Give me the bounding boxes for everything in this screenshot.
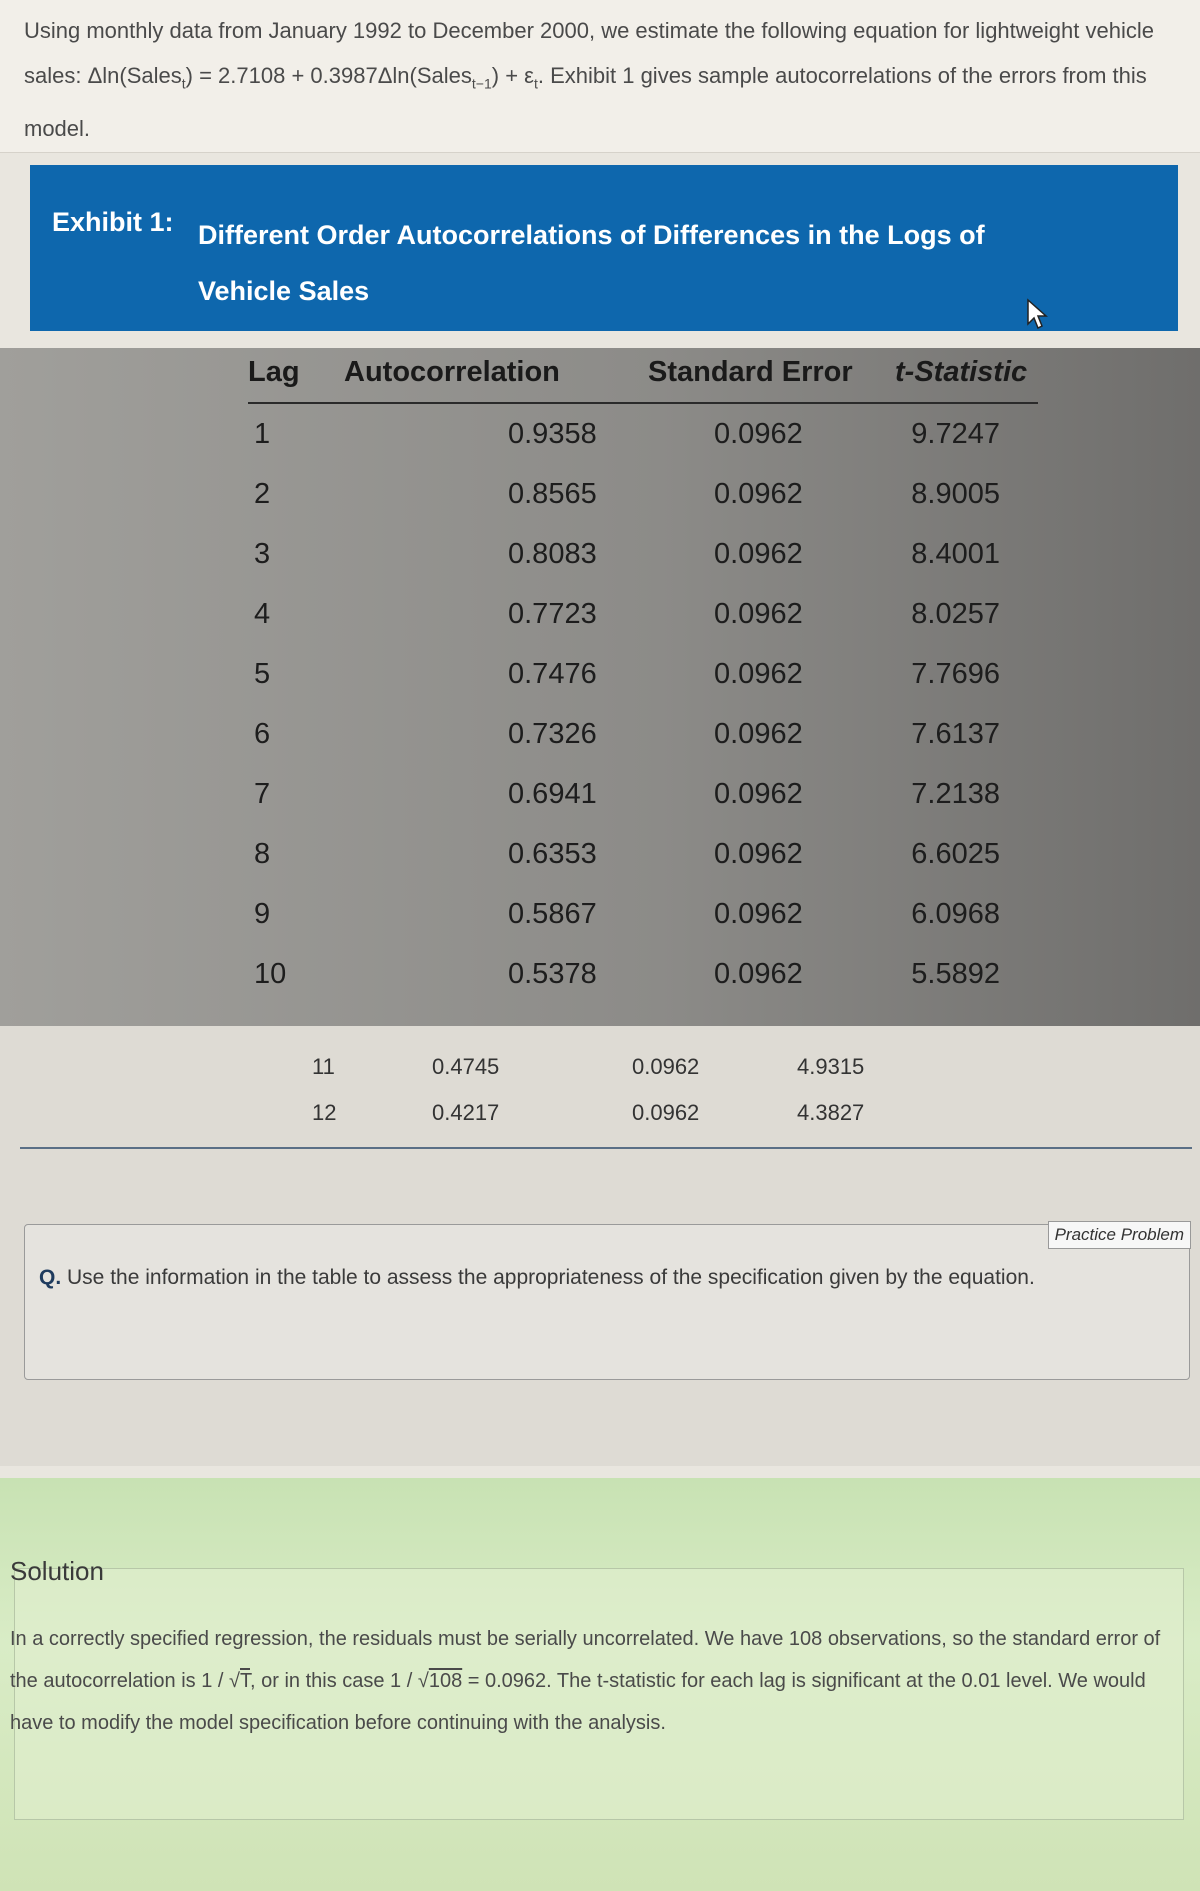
lag-cell: 12 [312,1100,337,1125]
header-autocorrelation: Autocorrelation [344,352,614,403]
table-row [248,944,1038,1004]
autocorrelation-cell: 0.5867 [508,897,597,930]
table-row [248,644,1038,704]
table-header-row [248,352,1038,403]
question-text: Q. Use the information in the table to assess the appropriateness of the specification given by the equation. [39,1266,1035,1289]
autocorrelation-cell: 0.7476 [508,657,597,690]
autocorrelation-cell: 0.7326 [508,717,597,750]
lag-cell: 10 [254,957,287,990]
autocorrelation-cell: 0.5378 [508,957,597,990]
autocorrelation-table [248,352,1038,1004]
standard-error-cell: 0.0962 [714,417,803,450]
table-row [248,524,1038,584]
table-row [248,403,1038,464]
t-statistic-cell: 8.0257 [911,597,1000,630]
exhibit-number: Exhibit 1: [52,207,174,237]
table-row [248,824,1038,884]
table-row [248,704,1038,764]
table-row [248,584,1038,644]
autocorrelation-cell: 0.7723 [508,597,597,630]
standard-error-cell: 0.0962 [632,1054,700,1079]
problem-intro [0,0,1200,153]
t-statistic-cell: 8.4001 [911,537,1000,570]
t-statistic-cell: 4.9315 [797,1054,865,1079]
solution-heading: Solution [10,1556,104,1586]
t-statistic-cell: 6.0968 [911,897,1000,930]
practice-problem-tag[interactable]: Practice Problem [1048,1221,1191,1249]
autocorrelation-cell: 0.9358 [508,417,597,450]
lag-cell: 3 [254,537,271,570]
header-t-statistic: t-Statistic [869,352,1038,403]
standard-error-cell: 0.0962 [714,657,803,690]
standard-error-cell: 0.0962 [714,777,803,810]
divider-rule [20,1147,1192,1149]
lag-cell: 5 [254,657,271,690]
lag-cell: 7 [254,777,271,810]
lag-cell: 9 [254,897,271,930]
t-statistic-cell: 9.7247 [911,417,1000,450]
table-row [248,764,1038,824]
standard-error-cell: 0.0962 [714,897,803,930]
t-statistic-cell: 4.3827 [797,1100,865,1125]
t-statistic-cell: 7.2138 [911,777,1000,810]
mouse-cursor-icon [1026,298,1048,330]
standard-error-cell: 0.0962 [714,837,803,870]
standard-error-cell: 0.0962 [714,957,803,990]
autocorrelation-cell: 0.6353 [508,837,597,870]
t-statistic-cell: 6.6025 [911,837,1000,870]
exhibit-title: Different Order Autocorrelations of Differences in the Logs of Vehicle Sales [198,220,985,306]
lag-cell: 4 [254,597,271,630]
standard-error-cell: 0.0962 [714,477,803,510]
standard-error-cell: 0.0962 [714,717,803,750]
t-statistic-cell: 8.9005 [911,477,1000,510]
lag-cell: 11 [312,1054,335,1079]
lag-cell: 8 [254,837,271,870]
standard-error-cell: 0.0962 [632,1100,700,1125]
autocorrelation-cell: 0.4217 [432,1100,500,1125]
lag-cell: 1 [254,417,271,450]
autocorrelation-cell: 0.8083 [508,537,597,570]
header-standard-error: Standard Error [614,352,869,403]
exhibit-header [30,165,1178,331]
autocorrelation-cell: 0.6941 [508,777,597,810]
standard-error-cell: 0.0962 [714,597,803,630]
table-row [248,884,1038,944]
autocorrelation-cell: 0.8565 [508,477,597,510]
t-statistic-cell: 7.7696 [911,657,1000,690]
autocorrelation-cell: 0.4745 [432,1054,500,1079]
lag-cell: 2 [254,477,271,510]
lag-cell: 6 [254,717,271,750]
solution-section [0,1478,1200,1891]
t-statistic-cell: 7.6137 [911,717,1000,750]
t-statistic-cell: 5.5892 [911,957,1000,990]
table-row [248,464,1038,524]
header-lag: Lag [248,352,344,403]
intro-text: Using monthly data from January 1992 to December 2000, we estimate the following equation for lightweight vehicle sales: Δln(Sales$_t$) = 2.7108 + 0.3987Δln(Sales$_{t-1}$) + $\varepsilon_t$. Exhibit 1 gives sample autocorrelations of the errors from this model. [24,18,1154,142]
standard-error-cell: 0.0962 [714,537,803,570]
solution-text: In a correctly specified regression, the residuals must be serially uncorrelated. We have 108 observations, so the standard error of the autocorrelation is 1 / √T, or in this case 1 / √108 = 0.0962. The t-statistic for each lag is significant at the 0.01 level. We would have to modify the model specification before continuing with the analysis. [10,1628,1161,1734]
question-box [24,1224,1190,1380]
